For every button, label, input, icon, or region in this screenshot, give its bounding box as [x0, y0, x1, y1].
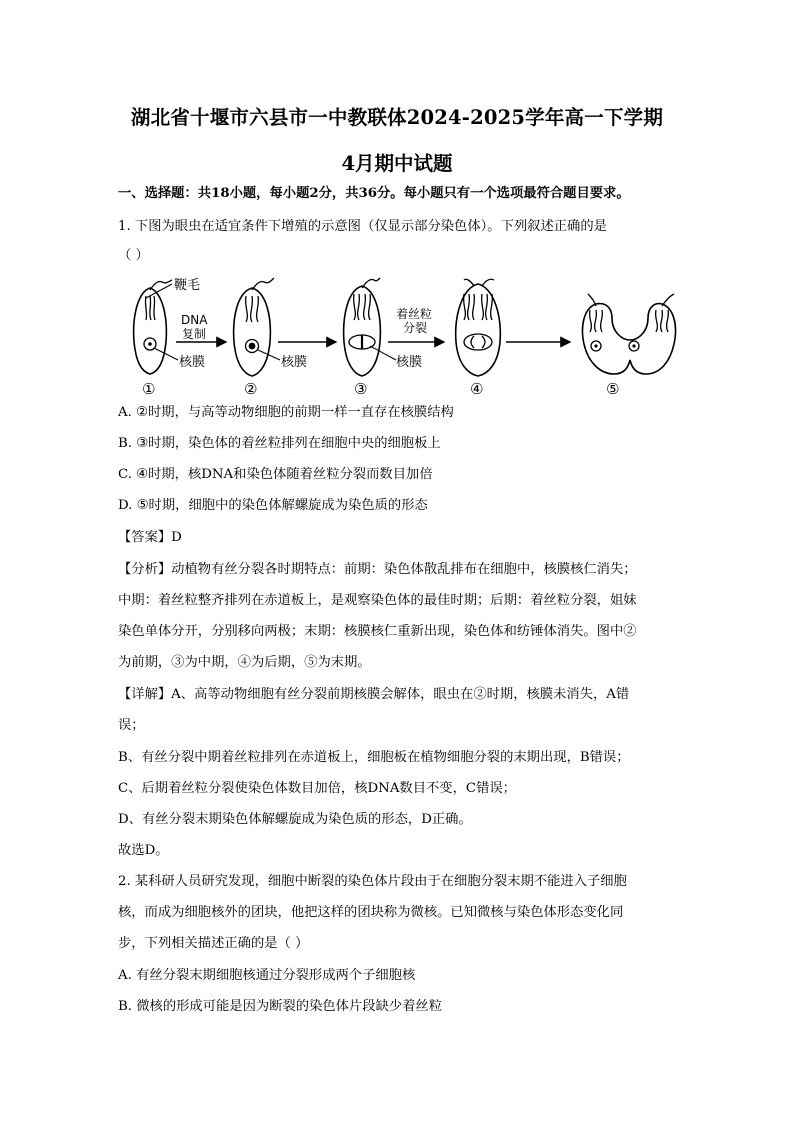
stage-2-number: ② [244, 380, 258, 398]
label-membrane-b: 核膜 [281, 355, 308, 370]
label-flagellum: 鞭毛 [174, 278, 201, 293]
q1-stem-line2: （ ） [118, 248, 149, 263]
q1-detail-line3: B、有丝分裂中期着丝粒排列在赤道板上，细胞板在植物细胞分裂的末期出现，B错误； [118, 750, 630, 765]
stage-3-number: ③ [354, 380, 368, 398]
q1-detail-line1: 【详解】A、高等动物细胞有丝分裂前期核膜会解体，眼虫在②时期，核膜未消失，A错 [118, 687, 630, 702]
q2-stem-line1: 2. 某科研人员研究发现，细胞中断裂的染色体片段由于在细胞分裂末期不能进入子细胞 [118, 874, 627, 889]
q2-stem-line2: 核，而成为细胞核外的团块，他把这样的团块称为微核。已知微核与染色体形态变化同 [118, 905, 624, 920]
stage-5-number: ⑤ [606, 380, 620, 398]
q2-option-b: B. 微核的形成可能是因为断裂的染色体片段缺少着丝粒 [118, 999, 443, 1014]
q1-detail-line4: C、后期着丝粒分裂使染色体数目加倍，核DNA数目不变，C错误； [118, 781, 516, 796]
cell-stage-3 [344, 278, 396, 376]
q1-analysis-line4: 为前期，③为中期，④为后期，⑤为末期。 [118, 655, 371, 670]
label-split-1: 着丝粒 [396, 307, 433, 321]
section-heading: 一、选择题：共18小题，每小题2分，共36分。每小题只有一个选项最符合题目要求。 [118, 186, 630, 201]
q1-analysis-line1: 【分析】动植物有丝分裂各时期特点：前期：染色体散乱排布在细胞中，核膜核仁消失； [118, 562, 637, 577]
label-dna-copy-1: DNA [181, 313, 208, 327]
label-membrane-a: 核膜 [179, 355, 206, 370]
document-title-line1: 湖北省十堰市六县市一中教联体2024-2025学年高一下学期 [130, 106, 664, 129]
cell-stage-1 [134, 280, 178, 374]
q1-detail-line5: D、有丝分裂末期染色体解螺旋成为染色质的形态，D正确。 [118, 812, 472, 827]
q1-option-d: D. ⑤时期，细胞中的染色体解螺旋成为染色质的形态 [118, 498, 428, 513]
q2-stem-line3: 步，下列相关描述正确的是（ ） [118, 936, 309, 951]
q1-option-a: A. ②时期，与高等动物细胞的前期一样一直存在核膜结构 [118, 405, 454, 420]
label-dna-copy-2: 复制 [182, 327, 207, 341]
euglena-division-figure [118, 276, 678, 400]
label-split-2: 分裂 [403, 321, 428, 335]
stage-4-number: ④ [470, 380, 484, 398]
q1-stem-line1: 1. 下图为眼虫在适宜条件下增殖的示意图（仅显示部分染色体）。下列叙述正确的是 [118, 219, 607, 234]
q1-conclusion: 故选D。 [118, 843, 169, 858]
label-membrane-c: 核膜 [396, 355, 423, 370]
q1-analysis-line2: 中期：着丝粒整齐排列在赤道板上，是观察染色体的最佳时期；后期：着丝粒分裂，姐妹 [118, 593, 637, 608]
stage-1-number: ① [142, 380, 156, 398]
q1-answer: 【答案】D [118, 530, 182, 545]
q1-detail-line2: 误； [118, 718, 145, 733]
cell-stage-5 [583, 294, 676, 374]
q1-option-c: C. ④时期，核DNA和染色体随着丝粒分裂而数目加倍 [118, 467, 433, 482]
q2-option-a: A. 有丝分裂末期细胞核通过分裂形成两个子细胞核 [118, 968, 416, 983]
q1-option-b: B. ③时期，染色体的着丝粒排列在细胞中央的细胞板上 [118, 436, 441, 451]
q1-analysis-line3: 染色单体分开，分别移向两极；末期：核膜核仁重新出现，染色体和纺锤体消失。图中② [118, 624, 637, 639]
document-title-line2: 4月期中试题 [341, 152, 453, 175]
cell-stage-2 [234, 278, 280, 376]
cell-stage-4 [456, 279, 501, 376]
